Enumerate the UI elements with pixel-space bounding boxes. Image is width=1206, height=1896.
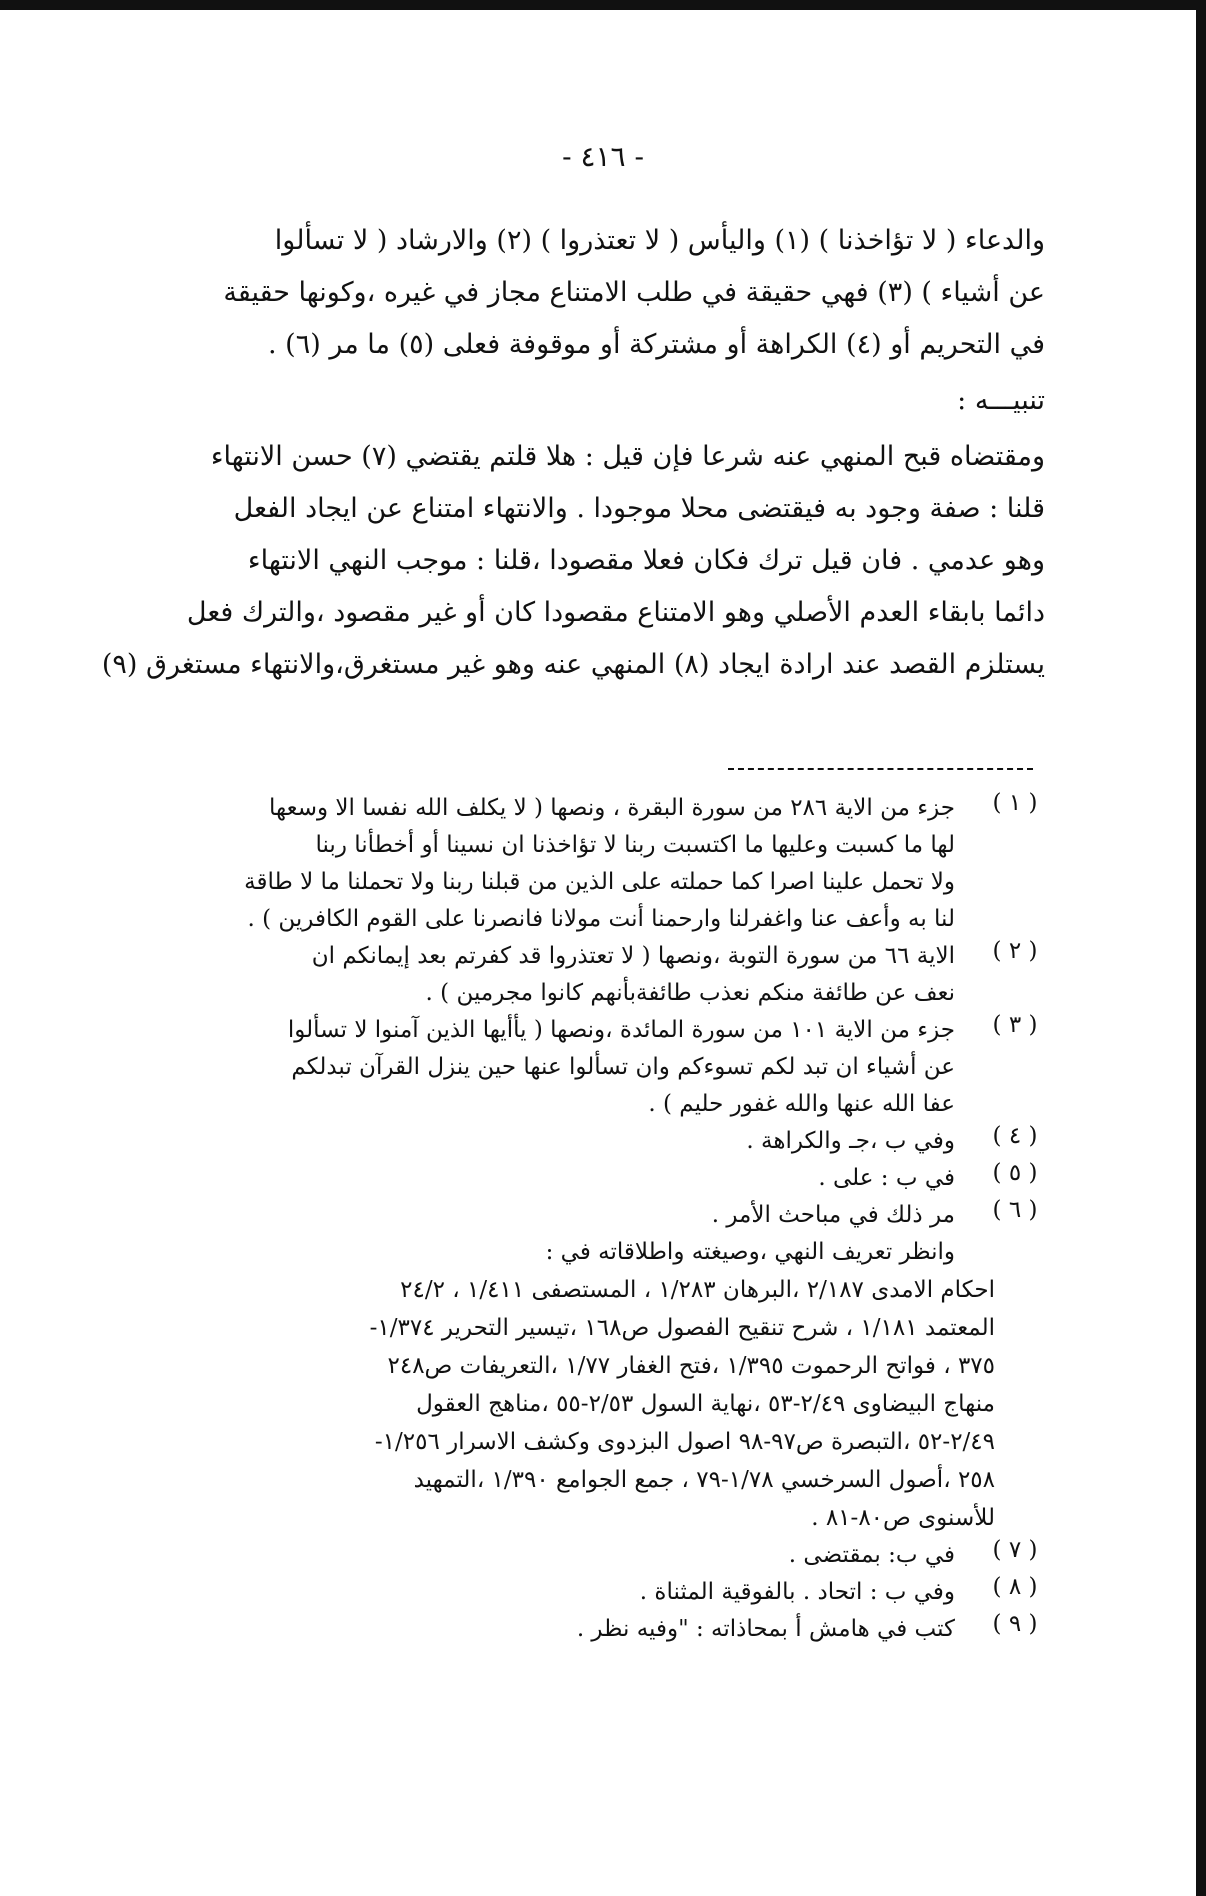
reference-line: ٢/٤٩-٥٢ ،التبصرة ص٩٧-٩٨ اصول البزدوى وكشف الاسرار ١/٢٥٦- <box>374 1429 995 1455</box>
footnote-6 <box>85 1197 1045 1537</box>
footnote-line: وفي ب : اتحاد . بالفوقية المثناة . <box>639 1579 955 1605</box>
footnote-line: كتب في هامش أ بمحاذاته : "وفيه نظر . <box>576 1616 955 1642</box>
footnote-line: ولا تحمل علينا اصرا كما حملته على الذين من قبلنا ربنا ولا تحملنا ما لا طاقة <box>244 869 955 895</box>
footnote-line: الاية ٦٦ من سورة التوبة ،ونصها ( لا تعتذروا قد كفرتم بعد إيمانكم ان <box>311 943 955 969</box>
footnote-line: جزء من الاية ١٠١ من سورة المائدة ،ونصها ( يأأيها الذين آمنوا لا تسألوا <box>287 1017 955 1043</box>
text-line: في التحريم أو (٤) الكراهة أو مشتركة أو موقوفة فعلى (٥) ما مر (٦) . <box>268 329 1045 360</box>
text-line: عن أشياء ) (٣) فهي حقيقة في طلب الامتناع مجاز في غيره ،وكونها حقيقة <box>223 277 1045 308</box>
footnote-line: مر ذلك في مباحث الأمر . <box>711 1202 955 1228</box>
footnote-number: ( ٧ ) <box>992 1537 1038 1563</box>
footnote-line: لنا به وأعف عنا واغفرلنا وارحمنا أنت مولانا فانصرنا على القوم الكافرين ) . <box>247 906 955 932</box>
text-line: وهو عدمي . فان قيل ترك فكان فعلا مقصودا ،قلنا : موجب النهي الانتهاء <box>247 545 1045 576</box>
footnote-1 <box>85 790 1045 938</box>
reference-line: منهاج البيضاوى ٢/٤٩-٥٣ ،نهاية السول ٢/٥٣-٥٥ ،مناهج العقول <box>416 1391 995 1417</box>
page-number: - ٤١٦ - <box>562 140 644 173</box>
footnote-line: وفي ب ،جـ والكراهة . <box>746 1128 955 1154</box>
footnote-number: ( ٩ ) <box>992 1611 1038 1637</box>
section-heading: تنبيـــه : <box>957 385 1045 416</box>
footnote-line: عفا الله عنها والله غفور حليم ) . <box>648 1091 955 1117</box>
text-line: ومقتضاه قبح المنهي عنه شرعا فإن قيل : هلا قلتم يقتضي (٧) حسن الانتهاء <box>210 441 1045 472</box>
footnote-3 <box>85 1012 1045 1123</box>
text-line: يستلزم القصد عند ارادة ايجاد (٨) المنهي عنه وهو غير مستغرق،والانتهاء مستغرق (٩) <box>101 649 1045 680</box>
footnote-7 <box>85 1537 1045 1574</box>
footnotes <box>85 790 1045 1648</box>
reference-line: ٢٥٨ ،أصول السرخسي ١/٧٨-٧٩ ، جمع الجوامع ١/٣٩٠ ،التمهيد <box>413 1467 995 1493</box>
scan-edge-right <box>1196 0 1206 1896</box>
text-line: والدعاء ( لا تؤاخذنا ) (١) واليأس ( لا تعتذروا ) (٢) والارشاد ( لا تسألوا <box>274 225 1045 256</box>
footnote-9 <box>85 1611 1045 1648</box>
footnote-number: ( ٤ ) <box>992 1123 1038 1149</box>
footnote-5 <box>85 1160 1045 1197</box>
main-text <box>85 215 1045 691</box>
footnote-line: جزء من الاية ٢٨٦ من سورة البقرة ، ونصها ( لا يكلف الله نفسا الا وسعها <box>269 795 955 821</box>
reference-line: للأسنوى ص٨٠-٨١ . <box>811 1505 995 1531</box>
footnote-line: عن أشياء ان تبد لكم تسوءكم وان تسألوا عنها حين ينزل القرآن تبدلكم <box>291 1054 955 1080</box>
scan-edge-top <box>0 0 1206 10</box>
footnote-line: لها ما كسبت وعليها ما اكتسبت ربنا لا تؤاخذنا ان نسينا أو أخطأنا ربنا <box>315 832 955 858</box>
footnote-number: ( ٢ ) <box>992 938 1038 964</box>
text-line: قلنا : صفة وجود به فيقتضى محلا موجودا . والانتهاء امتناع عن ايجاد الفعل <box>233 493 1045 524</box>
footnote-number: ( ٦ ) <box>992 1197 1038 1223</box>
footnote-line: في ب: بمقتضى . <box>788 1542 955 1568</box>
reference-line: المعتمد ١/١٨١ ، شرح تنقيح الفصول ص١٦٨ ،تيسير التحرير ١/٣٧٤- <box>369 1315 995 1341</box>
footnote-2 <box>85 938 1045 1012</box>
footnote-number: ( ١ ) <box>992 790 1038 816</box>
footnote-number: ( ٣ ) <box>992 1012 1038 1038</box>
footnote-number: ( ٨ ) <box>992 1574 1038 1600</box>
footnote-4 <box>85 1123 1045 1160</box>
footnote-8 <box>85 1574 1045 1611</box>
footnote-line: وانظر تعريف النهي ،وصيغته واطلاقاته في : <box>545 1239 955 1265</box>
footnote-line: في ب : على . <box>818 1165 955 1191</box>
footnote-number: ( ٥ ) <box>992 1160 1038 1186</box>
reference-line: ٣٧٥ ، فواتح الرحموت ١/٣٩٥ ،فتح الغفار ١/٧٧ ،التعريفات ص٢٤٨ <box>387 1353 995 1379</box>
footnote-line: نعف عن طائفة منكم نعذب طائفةبأنهم كانوا مجرمين ) . <box>425 980 955 1006</box>
reference-line: احكام الامدى ٢/١٨٧ ،البرهان ١/٢٨٣ ، المستصفى ١/٤١١ ، ٢٤/٢ <box>400 1277 995 1303</box>
footnote-divider <box>728 768 1033 770</box>
text-line: دائما بابقاء العدم الأصلي وهو الامتناع مقصودا كان أو غير مقصود ،والترك فعل <box>186 597 1045 628</box>
